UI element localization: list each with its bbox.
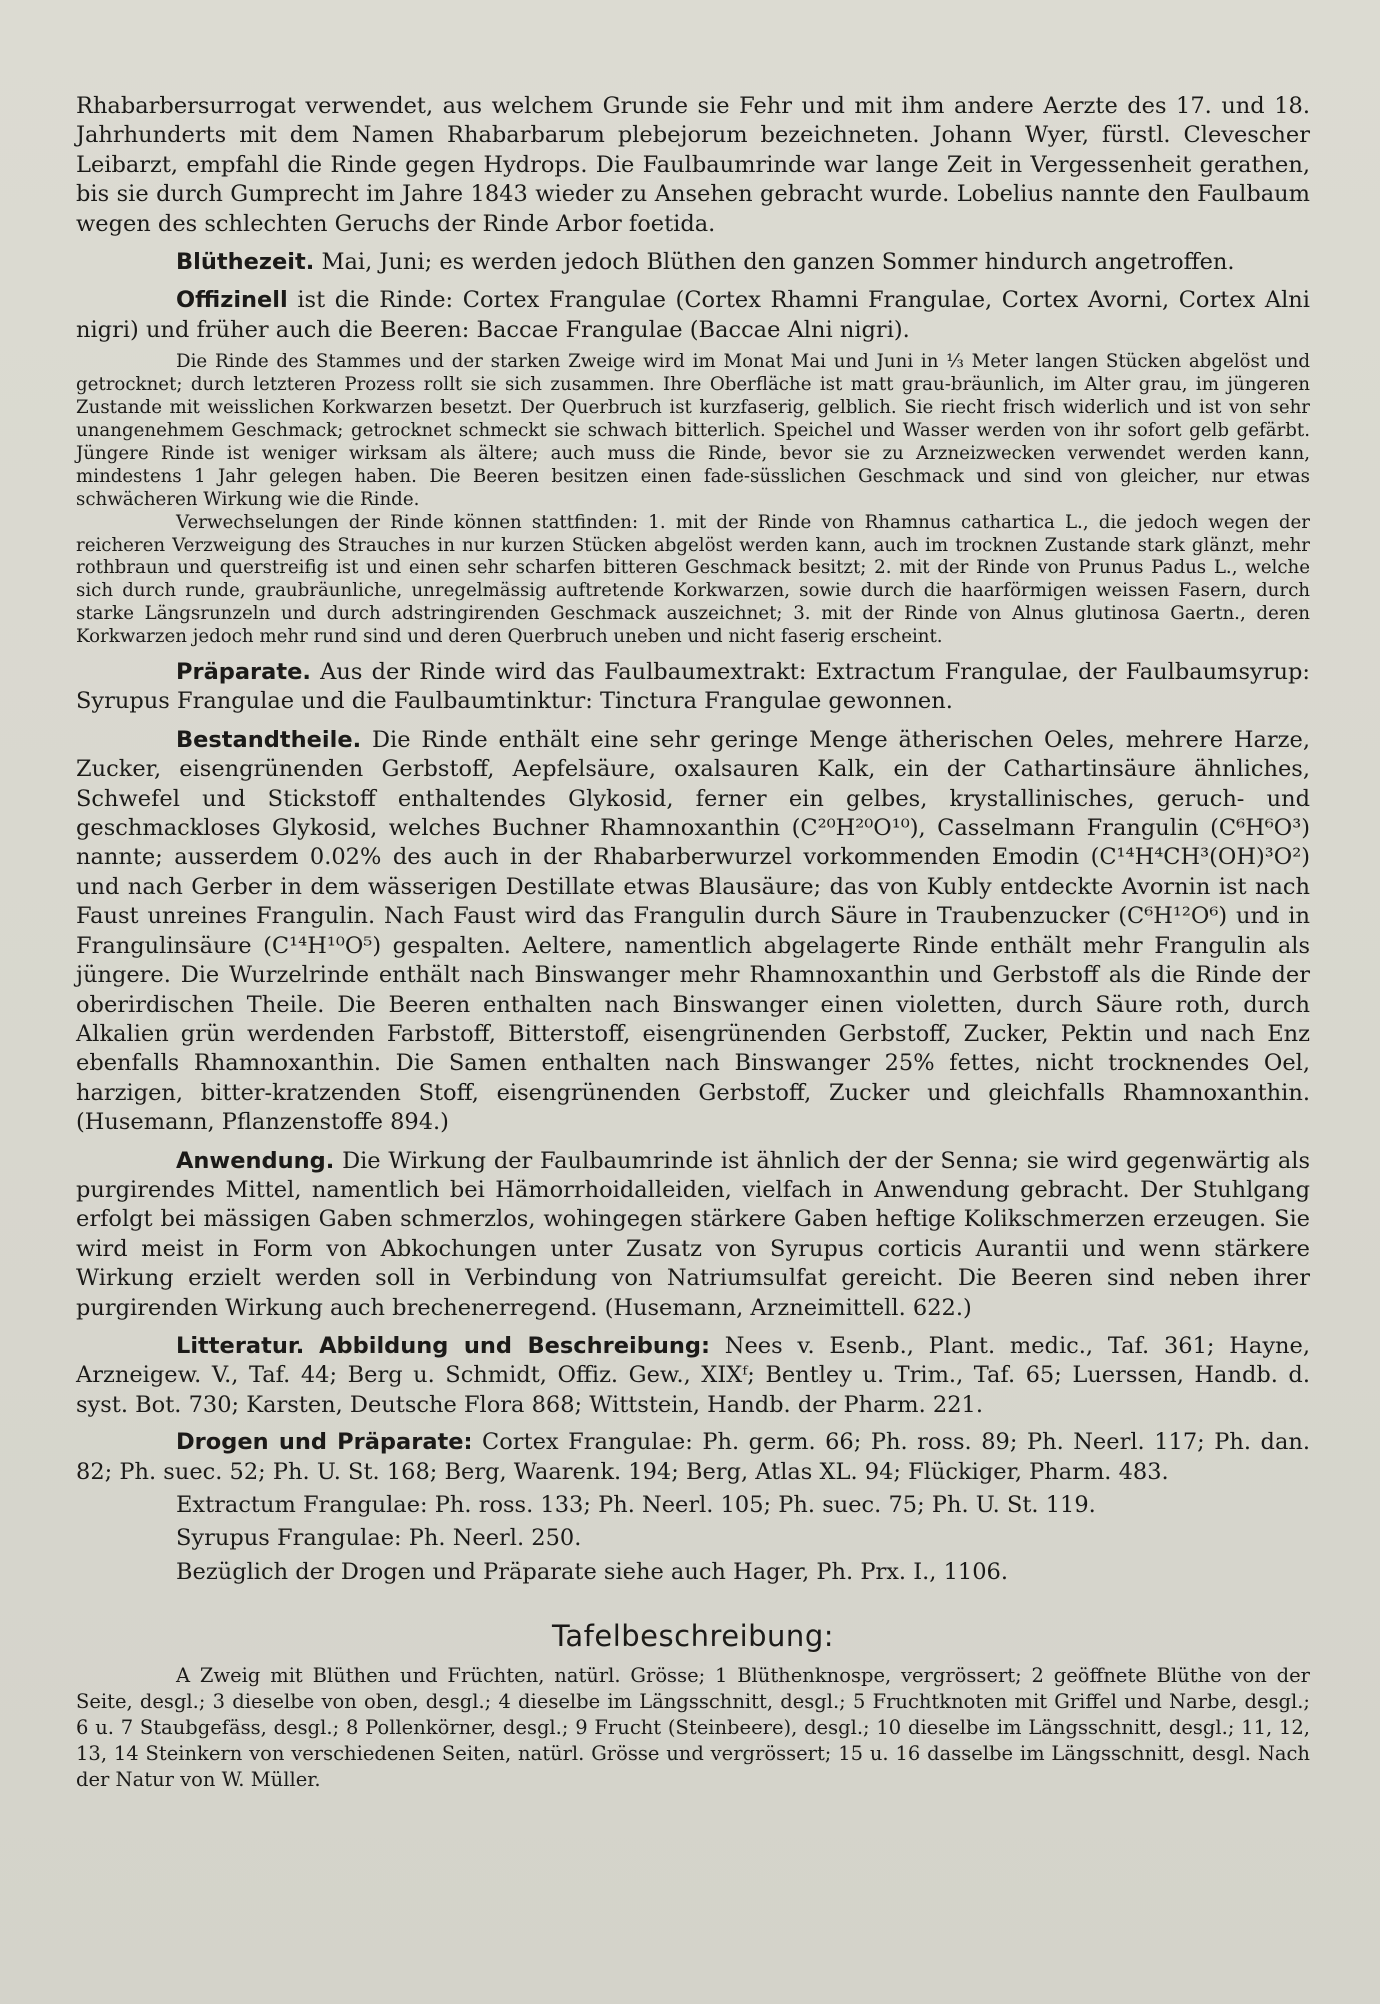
drogen-heading: Drogen und Präparate: (176, 1429, 473, 1456)
praeparate-paragraph (76, 658, 1310, 717)
bestandtheile-text: Die Rinde enthält eine sehr geringe Menge ätherischen Oeles, mehrere Harze, Zucker, eisengrünenden Gerbstoff, Aepfelsäure, oxalsauren Kalk, ein der Cathartinsäure ähnliches, Schwefel und Stickstoff enthaltendes Glykosid, ferner ein gelbes, krystallinisches, geruch- und geschmackloses Glykosid, welches Buchner Rhamnoxanthin (C²⁰H²⁰O¹⁰), Casselmann Frangulin (C⁶H⁶O³) nannte; ausserdem 0.02% des auch in der Rhabarberwurzel vorkommenden Emodin (C¹⁴H⁴CH³(OH)³O²) und nach Gerber in dem wässerigen Destillate etwas Blausäure; das von Kubly entdeckte Avornin ist nach Faust unreines Frangulin. Nach Faust wird das Frangulin durch Säure in Traubenzucker (C⁶H¹²O⁶) und in Frangulinsäure (C¹⁴H¹⁰O⁵) gespalten. Aeltere, namentlich abgelagerte Rinde enthält mehr Frangulin als jüngere. Die Wurzelrinde enthält nach Binswanger mehr Rhamnoxanthin und Gerbstoff als die Rinde der oberirdischen Theile. Die Beeren enthalten nach Binswanger einen violetten, durch Säure roth, durch Alkalien grün werdenden Farbstoff, Bitterstoff, eisengrünenden Gerbstoff, Zucker, Pektin und nach Enz ebenfalls Rhamnoxanthin. Die Samen enthalten nach Binswanger 25% fettes, nicht trocknendes Oel, harzigen, bitter-kratzenden Stoff, eisengrünenden Gerbstoff, Zucker und gleichfalls Rhamnoxanthin. (Husemann, Pflanzenstoffe 894.) (76, 726, 1310, 1136)
bestandtheile-heading: Bestandtheile. (176, 726, 362, 753)
drogen-text: Cortex Frangulae: Ph. germ. 66; Ph. ross. 89; Ph. Neerl. 117; Ph. dan. 82; Ph. suec. 52; Ph. U. St. 168; Berg, Waarenk. 194; Berg, Atlas XL. 94; Flückiger, Pharm. 483. (76, 1429, 1311, 1485)
offizinell-note-confusion: Verwechselungen der Rinde können stattfinden: 1. mit der Rinde von Rhamnus cathartica L., die jedoch wegen der reicheren Verzweigung des Strauches in nur kurzen Stücken abgelöst werden kann, auch im trocknen Zustande stark glänzt, mehr rothbraun und querstreifig ist und einen sehr scharfen bitteren Geschmack besitzt; 2. mit der Rinde von Prunus Padus L., welche sich durch runde, graubräunliche, unregelmässig auftretende Korkwarzen, sowie durch die haarförmigen weissen Fasern, durch starke Längsrunzeln und durch adstringirenden Geschmack auszeichnet; 3. mit der Rinde von Alnus glutinosa Gaertn., deren Korkwarzen jedoch mehr rund sind und deren Querbruch uneben und nicht faserig erscheint. (76, 511, 1310, 648)
syrupus-line: Syrupus Frangulae: Ph. Neerl. 250. (176, 1525, 582, 1552)
offizinell-note-description: Die Rinde des Stammes und der starken Zweige wird im Monat Mai und Juni in ⅓ Meter langen Stücken abgelöst und getrocknet; durch letzteren Prozess rollt sie sich zusammen. Ihre Oberfläche ist matt grau-bräunlich, im Alter grau, im jüngeren Zustande mit weisslichen Korkwarzen besetzt. Der Querbruch ist kurzfaserig, gelblich. Sie riecht frisch widerlich und ist von sehr unangenehmem Geschmack; getrocknet schmeckt sie schwach bitterlich. Speichel und Wasser werden von ihr sofort gelb gefärbt. Jüngere Rinde ist weniger wirksam als ältere; auch muss die Rinde, bevor sie zu Arzneizwecken verwendet werden kann, mindestens 1 Jahr gelegen haben. Die Beeren besitzen einen fade-süsslichen Geschmack und sind von gleicher, nur etwas schwächeren Wirkung wie die Rinde. (76, 351, 1310, 510)
praeparate-text: Aus der Rinde wird das Faulbaumextrakt: Extractum Frangulae, der Faulbaumsyrup: Syrupus Frangulae und die Faulbaumtinktur: Tinctura Frangulae gewonnen. (76, 659, 1310, 715)
abbildung-text: Nees v. Esenb., Plant. medic., Taf. 361; Hayne, Arzneigew. V., Taf. 44; Berg u. Schmidt, Offiz. Gew., XIXᶠ; Bentley u. Trim., Taf. 65; Luerssen, Handb. d. syst. Bot. 730; Karsten, Deutsche Flora 868; Wittstein, Handb. der Pharm. 221. (76, 1332, 1310, 1418)
anwendung-heading: Anwendung. (176, 1147, 335, 1174)
anwendung-paragraph (76, 1147, 1310, 1323)
offizinell-paragraph (76, 286, 1310, 345)
bluethezeit-heading: Blüthezeit. (176, 249, 315, 276)
bluethezeit-paragraph (76, 248, 1310, 277)
bestandtheile-paragraph (76, 726, 1310, 1138)
text-column (76, 92, 1310, 1793)
drogen-paragraph (76, 1428, 1310, 1487)
offizinell-text: ist die Rinde: Cortex Frangulae (Cortex Rhamni Frangulae, Cortex Avorni, Cortex Alni nigri) und früher auch die Beeren: Baccae Frangulae (Baccae Alni nigri). (76, 287, 1310, 343)
bluethezeit-text: Mai, Juni; es werden jedoch Blüthen den ganzen Sommer hindurch angetroffen. (321, 249, 1235, 276)
tafel-title: Tafelbeschreibung: (551, 1619, 834, 1654)
anwendung-text: Die Wirkung der Faulbaumrinde ist ähnlich der der Senna; sie wird gegenwärtig als purgirendes Mittel, namentlich bei Hämorrhoidalleiden, vielfach in Anwendung gebracht. Der Stuhlgang erfolgt bei mässigen Gaben schmerzlos, wohingegen stärkere Gaben heftige Kolikschmerzen erzeugen. Sie wird meist in Form von Abkochungen unter Zusatz von Syrupus corticis Aurantii und wenn stärkere Wirkung erzielt werden soll in Verbindung von Natriumsulfat gereicht. Die Beeren sind neben ihrer purgirenden Wirkung auch brechenerregend. (Husemann, Arzneimittell. 622.) (76, 1147, 1310, 1321)
extractum-line: Extractum Frangulae: Ph. ross. 133; Ph. Neerl. 105; Ph. suec. 75; Ph. U. St. 119. (176, 1492, 1096, 1518)
litteratur-paragraph (76, 1332, 1310, 1420)
abbildung-heading: Abbildung und Beschreibung: (319, 1332, 710, 1359)
intro-paragraph: Rhabarbersurrogat verwendet, aus welchem Grunde sie Fehr und mit ihm andere Aerzte des 17. und 18. Jahrhunderts mit dem Namen Rhabarbarum plebejorum bezeichneten. Johann Wyer, fürstl. Clevescher Leibarzt, empfahl die Rinde gegen Hydrops. Die Faulbaumrinde war lange Zeit in Vergessenheit gerathen, bis sie durch Gumprecht im Jahre 1843 wieder zu Ansehen gebracht wurde. Lobelius nannte den Faulbaum wegen des schlechten Geruchs der Rinde Arbor foetida. (76, 93, 1310, 237)
hager-line: Bezüglich der Drogen und Präparate siehe auch Hager, Ph. Prx. I., 1106. (176, 1558, 1008, 1585)
praeparate-heading: Präparate. (176, 659, 311, 686)
offizinell-heading: Offizinell (176, 287, 288, 314)
tafel-description: A Zweig mit Blüthen und Früchten, natürl. Grösse; 1 Blüthenknospe, vergrössert; 2 geöffnete Blüthe von der Seite, desgl.; 3 dieselbe von oben, desgl.; 4 dieselbe im Längsschnitt, desgl.; 5 Fruchtknoten mit Griffel und Narbe, desgl.; 6 u. 7 Staubgefäss, desgl.; 8 Pollenkörner, desgl.; 9 Frucht (Steinbeere), desgl.; 10 dieselbe im Längsschnitt, desgl.; 11, 12, 13, 14 Steinkern von verschiedenen Seiten, natürl. Grösse und vergrössert; 15 u. 16 dasselbe im Längsschnitt, desgl. Nach der Natur von W. Müller. (76, 1664, 1310, 1792)
litteratur-heading: Litteratur. (176, 1332, 305, 1359)
